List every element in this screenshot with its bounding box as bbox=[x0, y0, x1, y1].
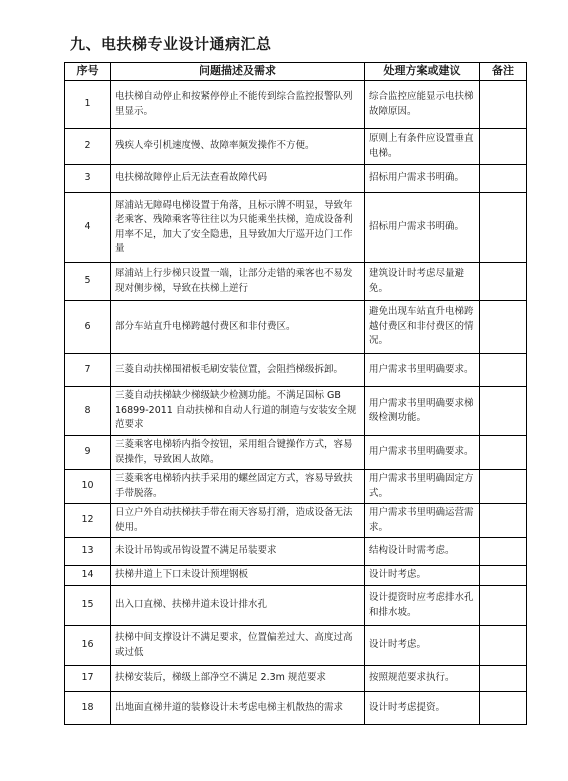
header-no: 序号 bbox=[65, 63, 111, 81]
row-no: 2 bbox=[65, 129, 111, 165]
design-issues-table bbox=[64, 62, 527, 725]
row-note bbox=[480, 626, 527, 666]
header-note: 备注 bbox=[480, 63, 527, 81]
row-description: 三菱自动扶梯缺少梯级缺少检测功能。不满足国标 GB 16899-2011 自动扶梯和自动人行道的制造与安装安全规范要求 bbox=[111, 387, 365, 436]
table-row bbox=[65, 81, 527, 129]
row-description: 扶梯中间支撑设计不满足要求，位置偏差过大、高度过高或过低 bbox=[111, 626, 365, 666]
table-row bbox=[65, 586, 527, 626]
row-no: 15 bbox=[65, 586, 111, 626]
row-note bbox=[480, 129, 527, 165]
row-note bbox=[480, 354, 527, 387]
row-solution: 设计提资时应考虑排水孔和排水坡。 bbox=[365, 586, 480, 626]
row-solution: 综合监控应能显示电扶梯故障原因。 bbox=[365, 81, 480, 129]
row-no: 10 bbox=[65, 470, 111, 504]
row-solution: 原则上有条件应设置垂直电梯。 bbox=[365, 129, 480, 165]
row-description: 扶梯安装后，梯级上部净空不满足 2.3m 规范要求 bbox=[111, 666, 365, 692]
row-note bbox=[480, 301, 527, 354]
row-solution: 招标用户需求书明确。 bbox=[365, 193, 480, 263]
row-note bbox=[480, 470, 527, 504]
row-note bbox=[480, 436, 527, 470]
row-solution: 按照规范要求执行。 bbox=[365, 666, 480, 692]
row-no: 7 bbox=[65, 354, 111, 387]
section-title: 九、电扶梯专业设计通病汇总 bbox=[70, 35, 272, 53]
row-note bbox=[480, 566, 527, 586]
header-description: 问题描述及需求 bbox=[111, 63, 365, 81]
table-row bbox=[65, 436, 527, 470]
table-row bbox=[65, 165, 527, 193]
row-no: 1 bbox=[65, 81, 111, 129]
table-row bbox=[65, 354, 527, 387]
row-solution: 建筑设计时考虑尽量避免。 bbox=[365, 263, 480, 301]
row-note bbox=[480, 165, 527, 193]
table-row bbox=[65, 263, 527, 301]
row-description: 犀浦站无障碍电梯设置于角落，且标示牌不明显，导致年老乘客、残障乘客等往往以为只能乘坐扶梯，造成设备利用率不足，加大了安全隐患，且导致加大厅巡开边门工作量 bbox=[111, 193, 365, 263]
row-no: 9 bbox=[65, 436, 111, 470]
table-row bbox=[65, 470, 527, 504]
row-description: 部分车站直升电梯跨越付费区和非付费区。 bbox=[111, 301, 365, 354]
table-row bbox=[65, 301, 527, 354]
table-row bbox=[65, 692, 527, 725]
row-no: 17 bbox=[65, 666, 111, 692]
row-solution: 设计时考虑。 bbox=[365, 626, 480, 666]
row-description: 未设计吊钩或吊钩设置不满足吊装要求 bbox=[111, 538, 365, 566]
row-no: 18 bbox=[65, 692, 111, 725]
table-row bbox=[65, 566, 527, 586]
table-row bbox=[65, 504, 527, 538]
row-note bbox=[480, 193, 527, 263]
row-solution: 设计时考虑提资。 bbox=[365, 692, 480, 725]
row-no: 8 bbox=[65, 387, 111, 436]
row-no: 4 bbox=[65, 193, 111, 263]
row-no: 5 bbox=[65, 263, 111, 301]
row-description: 残疾人牵引机速度慢、故障率频发操作不方便。 bbox=[111, 129, 365, 165]
row-note bbox=[480, 387, 527, 436]
row-solution: 用户需求书里明确要求。 bbox=[365, 354, 480, 387]
table-row bbox=[65, 666, 527, 692]
row-note bbox=[480, 586, 527, 626]
row-note bbox=[480, 692, 527, 725]
row-no: 3 bbox=[65, 165, 111, 193]
row-note bbox=[480, 538, 527, 566]
row-description: 电扶梯故障停止后无法查看故障代码 bbox=[111, 165, 365, 193]
row-description: 日立户外自动扶梯扶手带在雨天容易打滑，造成设备无法使用。 bbox=[111, 504, 365, 538]
table-row bbox=[65, 129, 527, 165]
row-solution: 用户需求书里明确运营需求。 bbox=[365, 504, 480, 538]
row-description: 三菱自动扶梯围裙板毛刷安装位置，会阻挡梯级拆卸。 bbox=[111, 354, 365, 387]
row-no: 14 bbox=[65, 566, 111, 586]
row-solution: 避免出现车站直升电梯跨越付费区和非付费区的情况。 bbox=[365, 301, 480, 354]
row-solution: 用户需求书里明确要求梯级检测功能。 bbox=[365, 387, 480, 436]
row-description: 出入口直梯、扶梯井道未设计排水孔 bbox=[111, 586, 365, 626]
row-no: 6 bbox=[65, 301, 111, 354]
table-row bbox=[65, 626, 527, 666]
row-note bbox=[480, 81, 527, 129]
table-row bbox=[65, 538, 527, 566]
row-description: 出地面直梯井道的装修设计未考虑电梯主机散热的需求 bbox=[111, 692, 365, 725]
row-no: 13 bbox=[65, 538, 111, 566]
row-solution: 招标用户需求书明确。 bbox=[365, 165, 480, 193]
row-note bbox=[480, 666, 527, 692]
row-note bbox=[480, 263, 527, 301]
table-row bbox=[65, 193, 527, 263]
row-description: 电扶梯自动停止和按紧停停止不能传到综合监控报警队列里显示。 bbox=[111, 81, 365, 129]
row-solution: 用户需求书里明确固定方式。 bbox=[365, 470, 480, 504]
table-header-row bbox=[65, 63, 527, 81]
row-solution: 用户需求书里明确要求。 bbox=[365, 436, 480, 470]
row-description: 三菱乘客电梯轿内扶手采用的螺丝固定方式，容易导致扶手带脱落。 bbox=[111, 470, 365, 504]
row-description: 三菱乘客电梯轿内指令按钮，采用组合键操作方式，容易误操作，导致困人故障。 bbox=[111, 436, 365, 470]
table-row bbox=[65, 387, 527, 436]
header-solution: 处理方案或建议 bbox=[365, 63, 480, 81]
row-solution: 设计时考虑。 bbox=[365, 566, 480, 586]
row-solution: 结构设计时需考虑。 bbox=[365, 538, 480, 566]
row-description: 犀浦站上行步梯只设置一端，让部分走错的乘客也不易发现对侧步梯，导致在扶梯上逆行 bbox=[111, 263, 365, 301]
row-no: 12 bbox=[65, 504, 111, 538]
row-note bbox=[480, 504, 527, 538]
row-description: 扶梯井道上下口未设计预埋钢板 bbox=[111, 566, 365, 586]
row-no: 16 bbox=[65, 626, 111, 666]
